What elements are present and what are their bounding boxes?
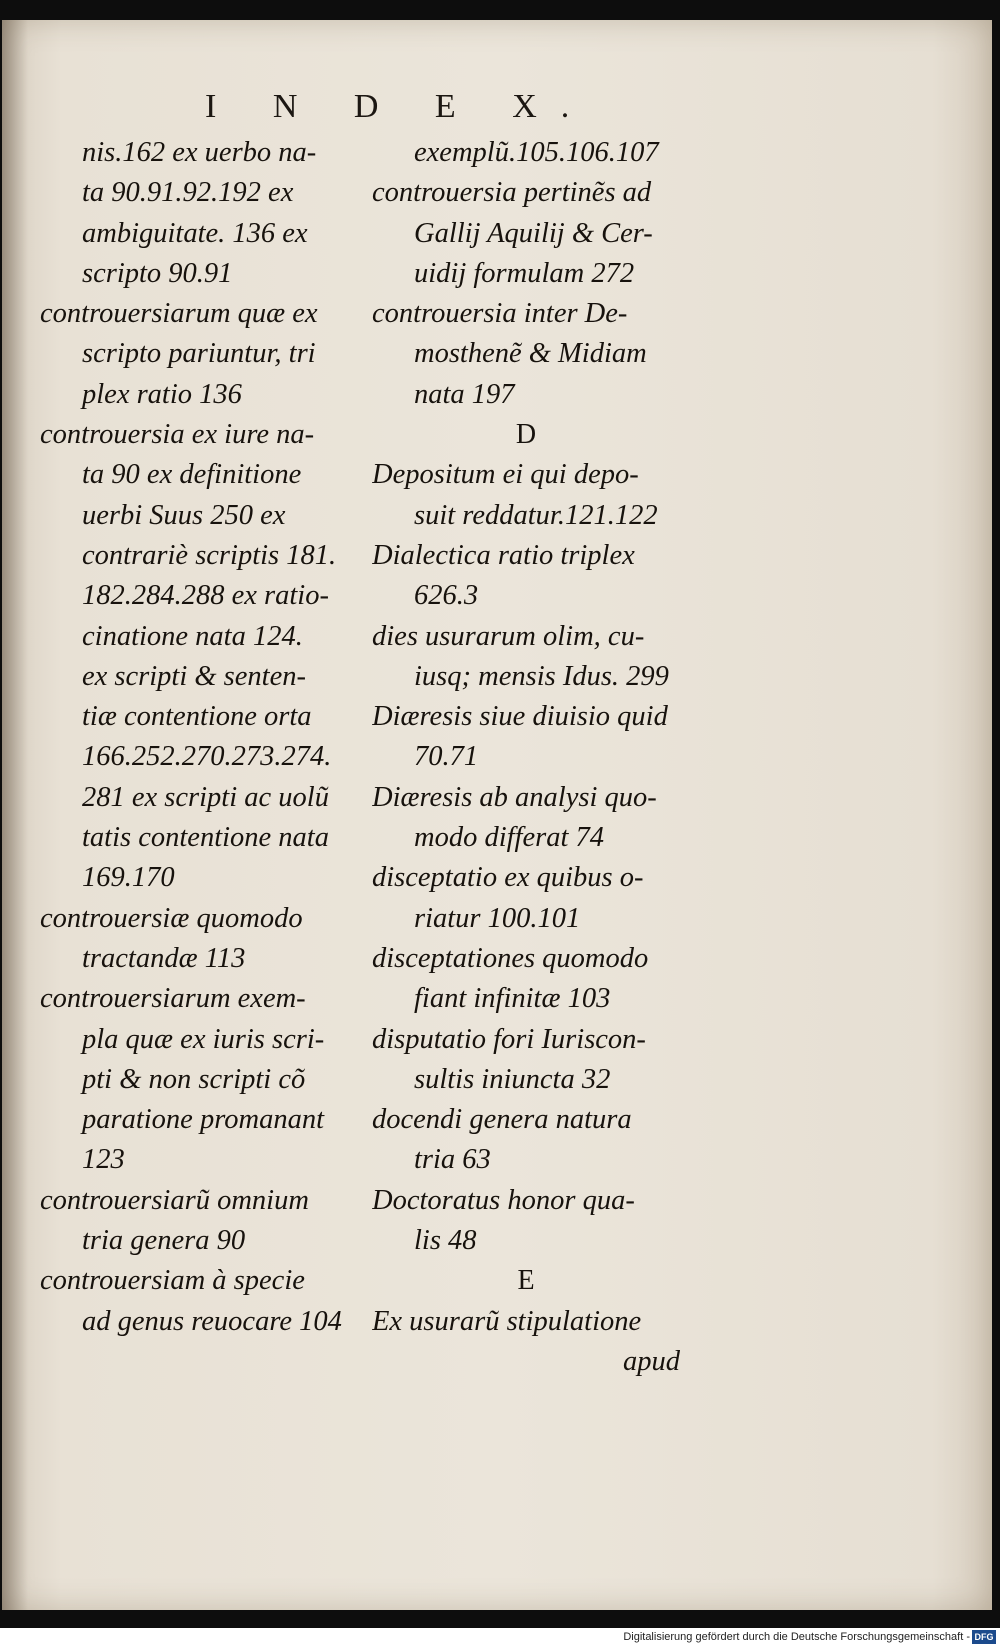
index-line: controuersiarum exem- [40,983,306,1015]
index-line: uerbi Suus 250 ex [82,499,286,531]
index-line: 281 ex scripti ac uolũ [82,781,329,813]
index-line: Diæresis ab analysi quo- [372,781,657,813]
index-line: fiant infinitæ 103 [414,983,611,1015]
index-line: tatis contentione nata [82,822,329,854]
index-section-letter: D [515,419,537,451]
index-line: plex ratio 136 [82,378,242,410]
index-line: contrariè scriptis 181. [82,539,337,571]
index-line: tria 63 [414,1144,491,1176]
page-gutter-shadow [2,20,28,1610]
index-line: modo differat 74 [414,822,604,854]
index-line: controuersiarum quæ ex [40,298,318,330]
index-line: controuersia ex iure na- [40,419,315,451]
index-line: disputatio fori Iuriscon- [372,1023,646,1055]
index-line: controuersiæ quomodo [40,902,303,934]
index-line: controuersia inter De- [372,298,628,330]
index-line: 123 [82,1144,125,1176]
index-line: exemplũ.105.106.107 [414,137,659,168]
index-line: controuersia pertinẽs ad [372,177,652,209]
index-line: disceptatio ex quibus o- [372,862,644,894]
index-column-right [372,133,680,1382]
index-line: iusq; mensis Idus. 299 [414,660,669,692]
index-line: controuersiarũ omnium [40,1184,309,1216]
index-line: suit reddatur.121.122 [414,499,658,531]
index-line: ta 90 ex definitione [82,459,302,491]
index-line: Dialectica ratio triplex [372,539,635,571]
index-section-letter: E [517,1265,535,1297]
index-line: 169.170 [82,862,175,894]
index-line: nis.162 ex uerbo na- [82,137,317,168]
index-line: Diæresis siue diuisio quid [372,701,668,733]
index-line: mosthenẽ & Midiam [414,338,647,370]
index-line: sultis iniuncta 32 [414,1063,611,1095]
index-line: ex scripti & senten- [82,660,306,692]
index-line: pla quæ ex iuris scri- [82,1023,325,1055]
index-line: scripto 90.91 [82,257,233,289]
index-line: disceptationes quomodo [372,942,649,974]
index-line: ta 90.91.92.192 ex [82,177,294,209]
index-line: paratione promanant [82,1104,324,1136]
index-column-left [40,133,358,1342]
index-line: ad genus reuocare 104 [82,1305,342,1337]
index-line: Ex usurarũ stipulatione [372,1305,642,1337]
index-line: apud [623,1345,680,1377]
index-line: controuersiam à specie [40,1265,305,1297]
index-line: nata 197 [414,378,515,410]
index-line: dies usurarum olim, cu- [372,620,645,652]
index-line: Doctoratus honor qua- [372,1184,635,1216]
index-line: riatur 100.101 [414,902,581,934]
running-head: I N D E X. [205,88,594,125]
dfg-logo: DFG [972,1630,996,1644]
index-line: tractandæ 113 [82,942,246,974]
index-line: tria genera 90 [82,1225,246,1257]
funding-credit: Digitalisierung gefördert durch die Deutsche Forschungsgemeinschaft - [623,1631,970,1643]
index-line: ambiguitate. 136 ex [82,217,308,249]
index-line: docendi genera natura [372,1104,632,1136]
index-line: 70.71 [414,741,479,773]
index-line: uidij formulam 272 [414,257,635,289]
index-line: tiæ contentione orta [82,701,312,733]
index-line: 626.3 [414,580,479,612]
index-line: 182.284.288 ex ratio- [82,580,329,612]
index-line: pti & non scripti cõ [82,1063,306,1095]
index-line: Depositum ei qui depo- [372,459,639,491]
index-line: Gallij Aquilij & Cer- [414,217,653,249]
index-line: cinatione nata 124. [82,620,303,652]
index-line: 166.252.270.273.274. [82,741,332,773]
index-line: scripto pariuntur, tri [82,338,316,370]
index-line: lis 48 [414,1225,477,1257]
